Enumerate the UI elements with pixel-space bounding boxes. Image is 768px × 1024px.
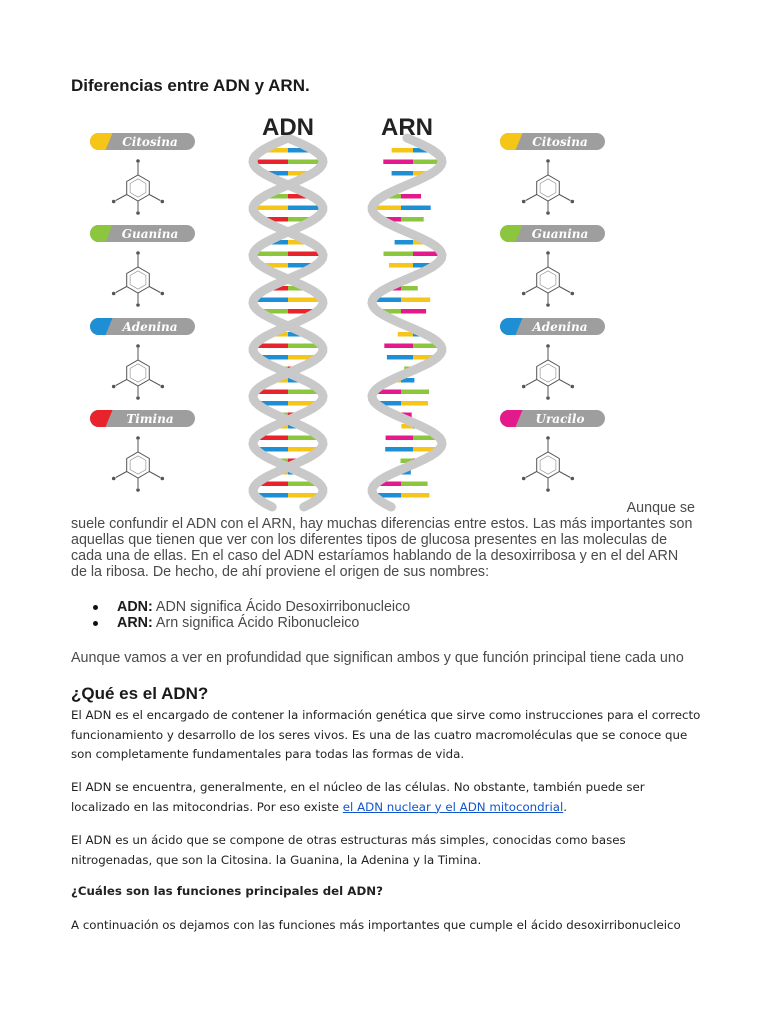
base-name: Citosina	[532, 135, 588, 149]
base-name: Timina	[126, 412, 174, 426]
list-text: Arn significa Ácido Ribonucleico	[152, 615, 360, 631]
base-left-adenina	[90, 318, 195, 400]
base-name: Guanina	[531, 227, 589, 241]
base-right-guanina	[500, 225, 605, 307]
adn-location-end: .	[563, 799, 568, 814]
base-name: Guanina	[121, 227, 179, 241]
functions-intro-paragraph: A continuación os dejamos con las funciones más importantes que cumple el ácido desoxirribonucleico	[71, 918, 681, 932]
dna-rna-figure	[85, 108, 615, 513]
molecule-structure	[112, 159, 164, 215]
adn-double-helix	[253, 138, 323, 507]
list-term: ADN:	[117, 599, 153, 615]
intro-rest: suele confundir el ADN con el ARN, hay muchas diferencias entre estos. Las más importantes son aquellas que tienen que ver con los diferentes tipos de glucosa presentes en las moleculas de cada una de ellas. En el caso del ADN estaríamos hablando de la desoxirribosa y en el del ARN de la ribosa. De hecho, de ahí proviene el origen de sus nombres:	[71, 516, 693, 580]
list-term: ARN:	[117, 615, 153, 631]
left-base-column	[90, 133, 195, 492]
molecule-structure	[522, 159, 574, 215]
right-base-column	[500, 133, 605, 492]
base-name: Adenina	[122, 320, 178, 334]
arn-heading: ARN	[381, 114, 433, 141]
adn-heading: ADN	[262, 114, 314, 141]
helix-strand	[372, 138, 442, 507]
arn-single-helix	[371, 138, 443, 507]
adn-nuclear-mitocondrial-link[interactable]: el ADN nuclear y el ADN mitocondrial	[342, 799, 564, 814]
list-item	[71, 615, 691, 631]
adn-bases-paragraph: El ADN es un ácido que se compone de otras estructuras más simples, conocidas como bases nitrogenadas, que son la Citosina. la Guanina, la Adenina y la Timina.	[71, 833, 626, 867]
base-name: Citosina	[122, 135, 178, 149]
bullet-icon	[93, 605, 98, 610]
molecule-structure	[522, 251, 574, 307]
base-name: Adenina	[532, 320, 588, 334]
molecule-structure	[112, 344, 164, 400]
name-meaning-list	[71, 599, 691, 631]
adn-location-paragraph	[71, 778, 701, 817]
base-left-timina	[90, 410, 195, 492]
list-text: ADN significa Ácido Desoxirribonucleico	[152, 599, 411, 615]
functions-subheading: ¿Cuáles son las funciones principales del ADN?	[71, 884, 383, 898]
molecule-structure	[522, 344, 574, 400]
section-heading-adn: ¿Qué es el ADN?	[71, 684, 209, 703]
intro-first-fragment: Aunque se	[626, 500, 695, 516]
overview-paragraph: Aunque vamos a ver en profundidad que significan ambos y que función principal tiene cada uno	[71, 650, 684, 666]
molecule-structure	[522, 436, 574, 492]
list-item	[71, 599, 691, 615]
page-title: Diferencias entre ADN y ARN.	[71, 76, 310, 95]
base-right-uracilo	[500, 410, 605, 492]
base-left-citosina	[90, 133, 195, 215]
base-left-guanina	[90, 225, 195, 307]
base-name: Uracilo	[535, 412, 585, 426]
bullet-icon	[93, 621, 98, 626]
molecule-structure	[112, 251, 164, 307]
base-right-adenina	[500, 318, 605, 400]
base-right-citosina	[500, 133, 605, 215]
adn-location-text: El ADN se encuentra, generalmente, en el núcleo de las células. No obstante, también puede ser localizado en las mitocondrias. Por eso existe	[71, 780, 645, 814]
adn-definition-paragraph: El ADN es el encargado de contener la información genética que sirve como instrucciones para el correcto funcionamiento y desarrollo de los seres vivos. Es una de las cuatro macromoléculas que se conoce que son completamente fundamentales para todas las formas de vida.	[71, 708, 701, 761]
molecule-structure	[112, 436, 164, 492]
helix-group	[253, 138, 443, 507]
intro-paragraph	[71, 500, 695, 580]
